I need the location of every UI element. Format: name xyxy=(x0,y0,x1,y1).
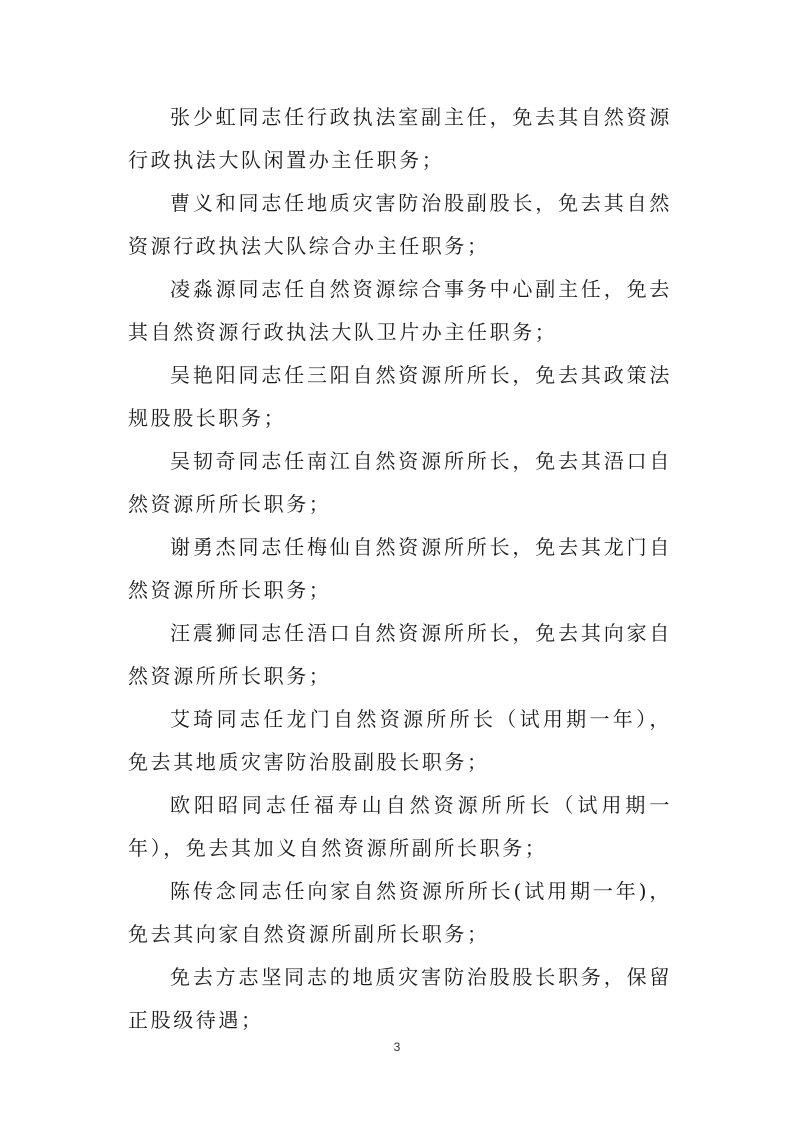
paragraph-appointment-6: 谢勇杰同志任梅仙自然资源所所长，免去其龙门自然资源所所长职务； xyxy=(128,535,672,602)
paragraph-appointment-4: 吴艳阳同志任三阳自然资源所所长，免去其政策法规股股长职务； xyxy=(128,363,672,430)
paragraph-appointment-7: 汪震狮同志任浯口自然资源所所长，免去其向家自然资源所所长职务； xyxy=(128,621,672,688)
paragraph-appointment-8: 艾琦同志任龙门自然资源所所长（试用期一年），免去其地质灾害防治股副股长职务； xyxy=(128,707,672,774)
paragraph-appointment-10: 陈传念同志任向家自然资源所所长(试用期一年)，免去其向家自然资源所副所长职务； xyxy=(128,879,672,946)
paragraph-appointment-9: 欧阳昭同志任福寿山自然资源所所长（试用期一年），免去其加义自然资源所副所长职务； xyxy=(128,793,672,860)
paragraph-dismissal: 免去方志坚同志的地质灾害防治股股长职务，保留正股级待遇； xyxy=(128,965,672,1032)
paragraph-appointment-5: 吴韧奇同志任南江自然资源所所长，免去其浯口自然资源所所长职务； xyxy=(128,449,672,516)
document-body xyxy=(128,96,672,1042)
paragraph-appointment-2: 曹义和同志任地质灾害防治股副股长，免去其自然资源行政执法大队综合办主任职务； xyxy=(128,191,672,258)
paragraph-appointment-1: 张少虹同志任行政执法室副主任，免去其自然资源行政执法大队闲置办主任职务； xyxy=(128,105,672,172)
page-number: 3 xyxy=(393,1040,401,1054)
paragraph-appointment-3: 凌淼源同志任自然资源综合事务中心副主任，免去其自然资源行政执法大队卫片办主任职务； xyxy=(128,277,672,344)
